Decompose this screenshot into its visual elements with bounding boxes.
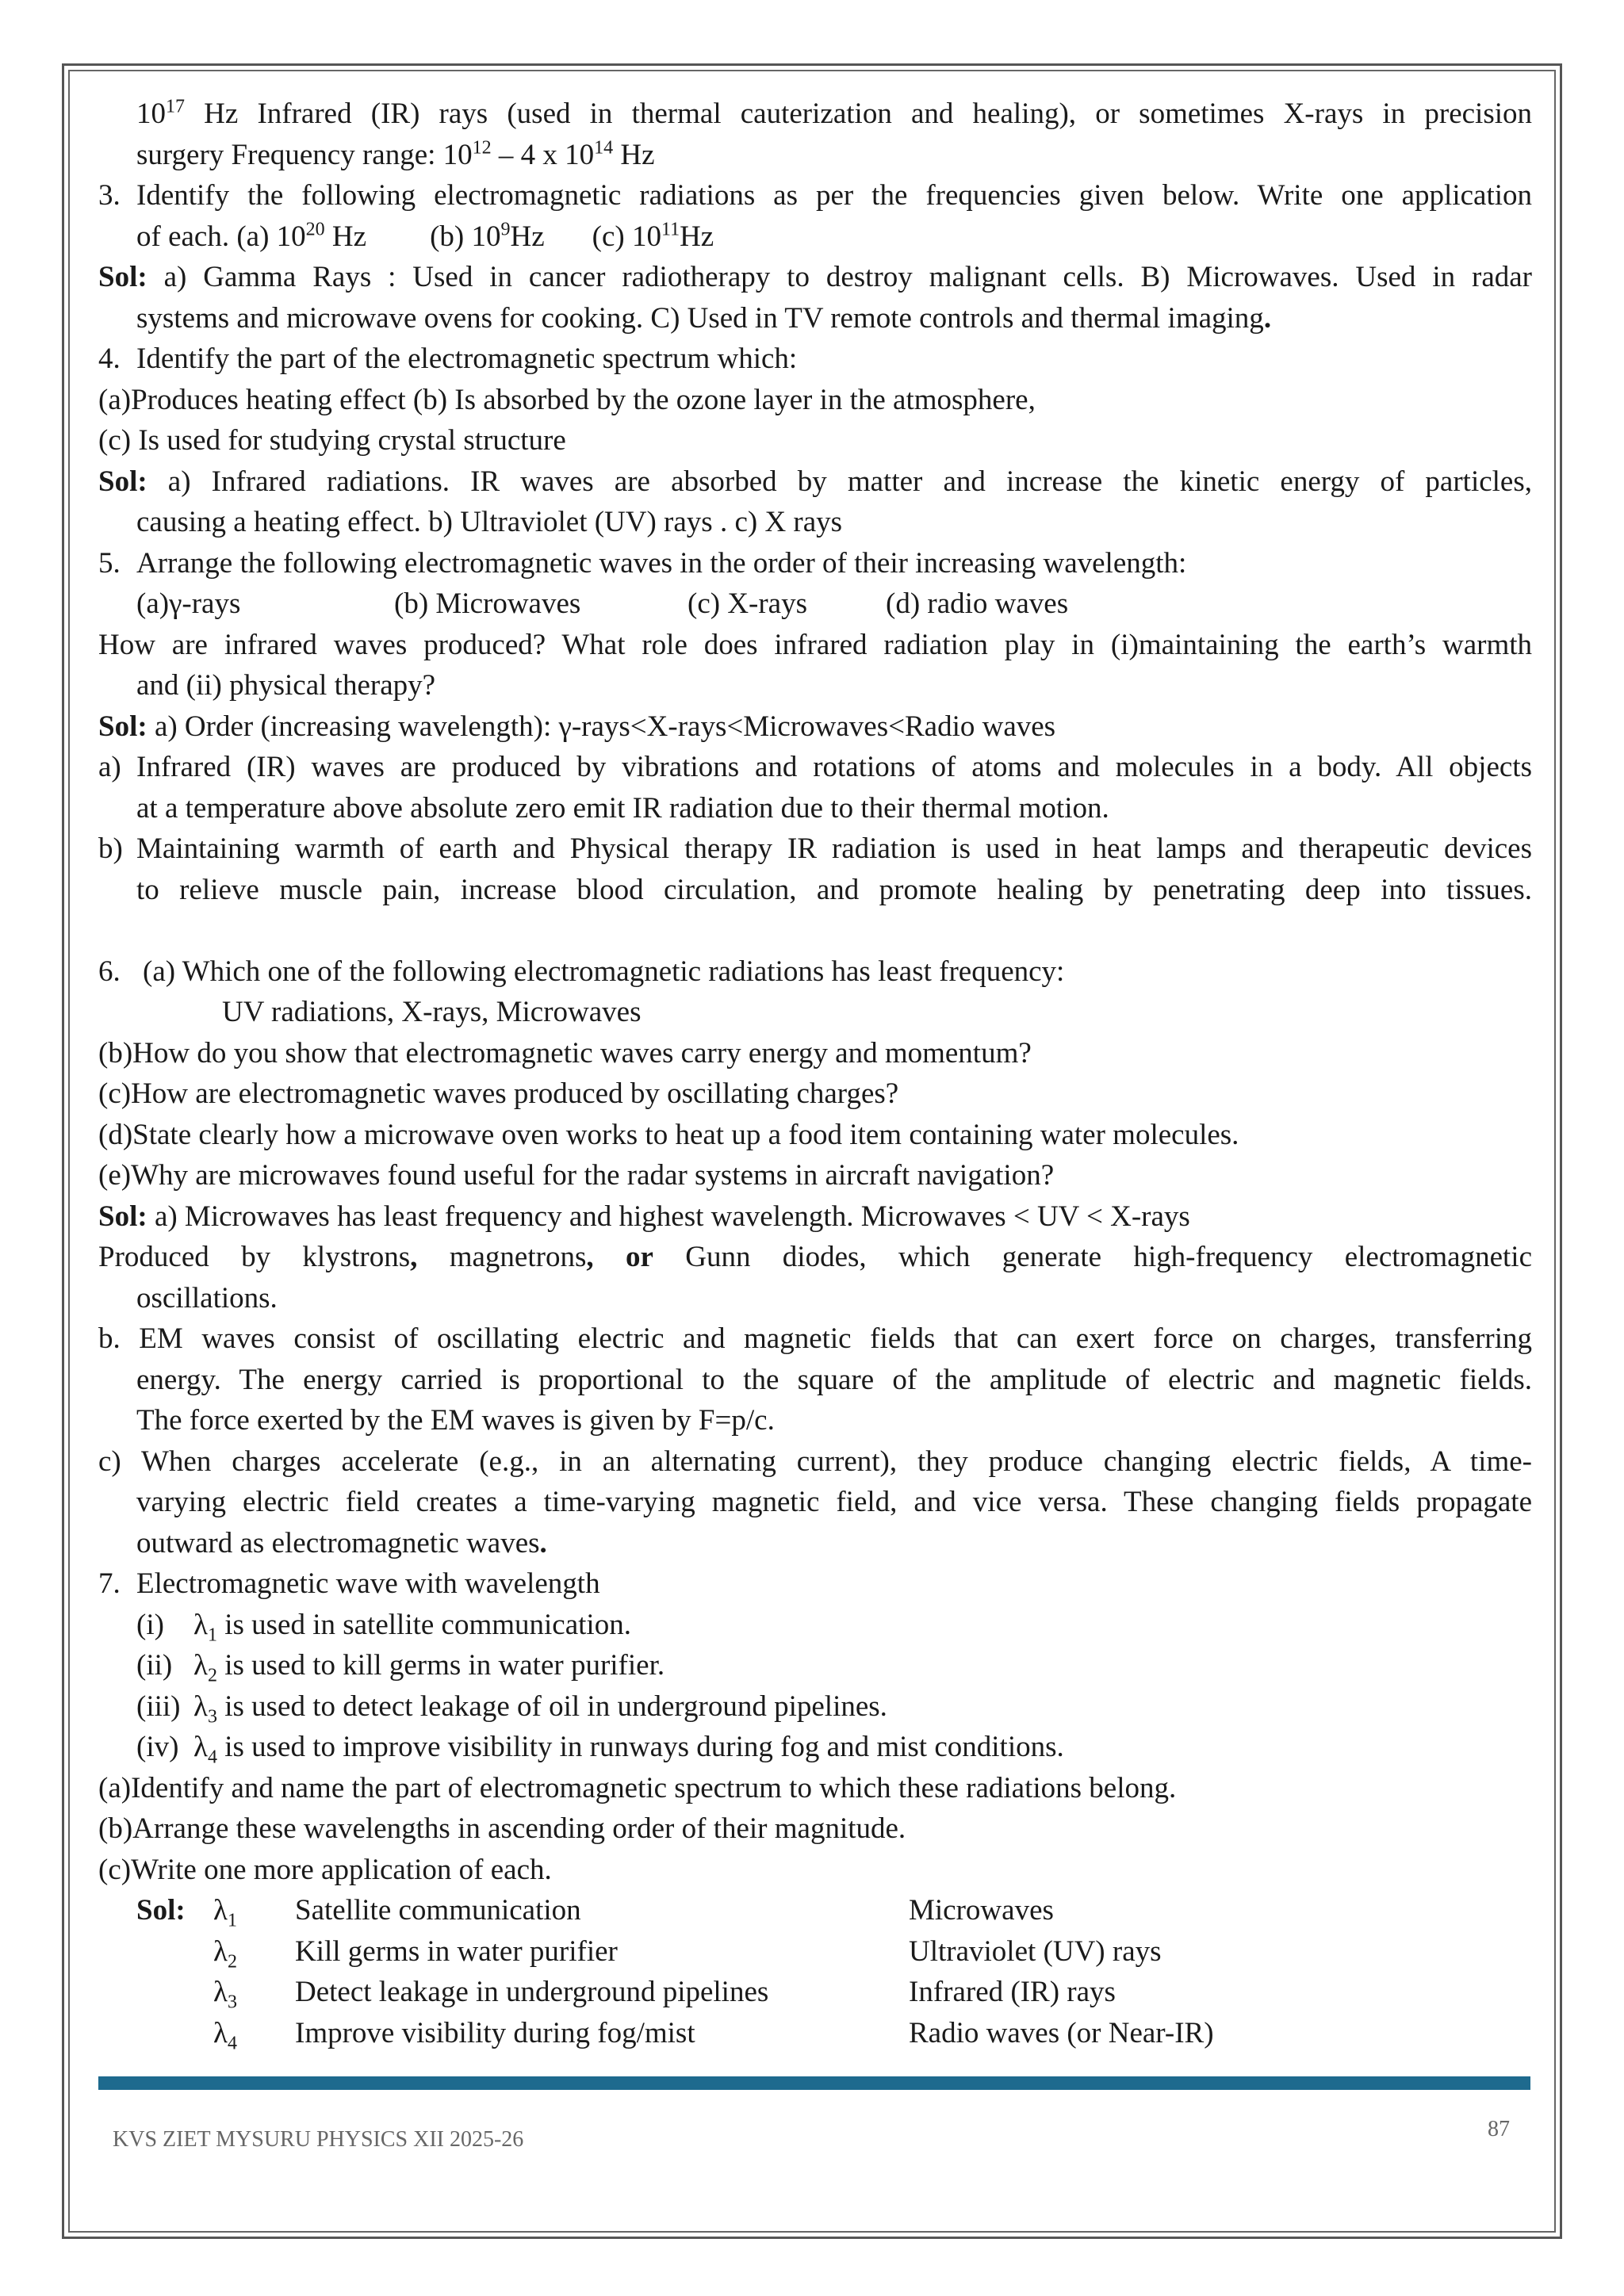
text-line: The force exerted by the EM waves is given by F=p/c.	[136, 1404, 775, 1437]
text-line: (c)Write one more application of each.	[98, 1853, 552, 1886]
text-line: energy. The energy carried is proportional to the square of the amplitude of electric and magnetic fields.	[136, 1363, 1532, 1396]
sol-use: Detect leakage in underground pipelines	[295, 1976, 769, 2008]
text-line: causing a heating effect. b) Ultraviolet (UV) rays . c) X rays	[136, 506, 843, 538]
sol-symbol: $\lambda_2$	[213, 1934, 237, 1972]
question-6: 6. (a) Which one of the following electromagnetic radiations has least frequency:	[98, 955, 1065, 988]
text-line: to relieve muscle pain, increase blood circulation, and promote healing by penetrating deep into tissues.	[136, 873, 1532, 906]
text-line: at a temperature above absolute zero emit IR radiation due to their thermal motion.	[136, 791, 1109, 825]
sol-band: Microwaves	[909, 1894, 1054, 1927]
solution-4: Sol: a) Infrared radiations. IR waves are absorbed by matter and increase the kinetic energy of particles,	[98, 465, 1532, 498]
sol-use: Satellite communication	[295, 1894, 581, 1927]
text-line: (c)How are electromagnetic waves produced by oscillating charges?	[98, 1077, 899, 1110]
blank-line	[98, 910, 1532, 951]
text-line: and (ii) physical therapy?	[136, 669, 436, 702]
text-line: (iv) $\lambda_4$ is used to improve visibility in runways during fog and mist conditions.	[136, 1731, 1064, 1768]
page-content	[98, 94, 1532, 2053]
text-line: $10^{17}$ Hz Infrared (IR) rays (used in thermal cauterization and healing), or sometimes X-rays in precision	[136, 96, 1532, 130]
question-3: 3. Identify the following electromagnetic radiations as per the frequencies given below. Write one application	[98, 179, 1532, 212]
text-line: (d)State clearly how a microwave oven works to heat up a food item containing water molecules.	[98, 1118, 1239, 1151]
text-line: of each. (a) $10^{20}$ Hz (b) $10^9Hz$ (c) $10^{11}Hz$	[136, 219, 714, 253]
text-line: surgery Frequency range: $10^{12} - 4$ x $10^{14}$ Hz	[136, 137, 655, 171]
text-line: b. EM waves consist of oscillating electric and magnetic fields that can exert force on charges, transferring	[98, 1322, 1532, 1355]
text-line: varying electric field creates a time-varying magnetic field, and vice versa. These changing fields propagate	[136, 1486, 1532, 1518]
solution-6: Sol: a) Microwaves has least frequency and highest wavelength. Microwaves < UV < X-rays	[98, 1200, 1190, 1233]
text-line: (a)γ-rays (b) Microwaves (c) X-rays (d) radio waves	[136, 587, 1069, 620]
sol-band: Infrared (IR) rays	[909, 1976, 1116, 2008]
sol-symbol: $\lambda_4$	[213, 2016, 237, 2053]
text-line: systems and microwave ovens for cooking. C) Used in TV remote controls and thermal imaging.	[136, 301, 1272, 335]
question-7: 7. Electromagnetic wave with wavelength	[98, 1567, 600, 1600]
text-line: b) Maintaining warmth of earth and Physical therapy IR radiation is used in heat lamps and therapeutic devices	[98, 832, 1532, 865]
question-4: 4. Identify the part of the electromagnetic spectrum which:	[98, 342, 798, 375]
text-line: (e)Why are microwaves found useful for the radar systems in aircraft navigation?	[98, 1159, 1055, 1192]
solution-table	[98, 1890, 1532, 2053]
text-line: (ii) $\lambda_2$ is used to kill germs in water purifier.	[136, 1649, 665, 1686]
text-line: (a)Identify and name the part of electromagnetic spectrum to which these radiations belong.	[98, 1771, 1177, 1804]
text-line: (b)Arrange these wavelengths in ascending order of their magnitude.	[98, 1812, 906, 1845]
question-5: 5. Arrange the following electromagnetic waves in the order of their increasing wavelength:	[98, 546, 1187, 580]
footer-divider-bar	[98, 2076, 1530, 2090]
sol-use: Improve visibility during fog/mist	[295, 2016, 695, 2049]
text-line: (c) Is used for studying crystal structure	[98, 424, 566, 457]
sol-band: Ultraviolet (UV) rays	[909, 1934, 1162, 1968]
page-number: 87	[1488, 2117, 1510, 2141]
sol-use: Kill germs in water purifier	[295, 1934, 618, 1968]
text-line: (b)How do you show that electromagnetic waves carry energy and momentum?	[98, 1036, 1032, 1070]
solution-5: Sol: a) Order (increasing wavelength): γ-rays<X-rays<Microwaves<Radio waves	[98, 710, 1056, 743]
text-line: (i) $\lambda_1$ is used in satellite communication.	[136, 1608, 631, 1645]
text-line: UV radiations, X-rays, Microwaves	[222, 996, 642, 1028]
text-line: Produced by klystrons, magnetrons, or Gunn diodes, which generate high-frequency electromagnetic	[98, 1241, 1532, 1273]
text-line: (iii) $\lambda_3$ is used to detect leakage of oil in underground pipelines.	[136, 1689, 887, 1727]
sol-label: Sol:	[136, 1894, 186, 1927]
sol-symbol: $\lambda_3$	[213, 1976, 237, 2013]
solution-3: Sol: a) Gamma Rays : Used in cancer radiotherapy to destroy malignant cells. B) Microwaves. Used in radar	[98, 261, 1532, 293]
text-line: (a)Produces heating effect (b) Is absorbed by the ozone layer in the atmosphere,	[98, 383, 1036, 416]
text-line: How are infrared waves produced? What role does infrared radiation play in (i)maintaining the earth’s warmth	[98, 628, 1532, 661]
sol-symbol: $\lambda_1$	[213, 1894, 237, 1931]
text-line: a) Infrared (IR) waves are produced by vibrations and rotations of atoms and molecules in a body. All objects	[98, 751, 1532, 783]
text-line: outward as electromagnetic waves.	[136, 1526, 547, 1559]
text-line: oscillations.	[136, 1281, 278, 1314]
sol-band: Radio waves (or Near-IR)	[909, 2016, 1214, 2049]
text-line: c) When charges accelerate (e.g., in an alternating current), they produce changing electric fields, A time-	[98, 1445, 1532, 1478]
footer-text: KVS ZIET MYSURU PHYSICS XII 2025-26	[113, 2127, 524, 2152]
